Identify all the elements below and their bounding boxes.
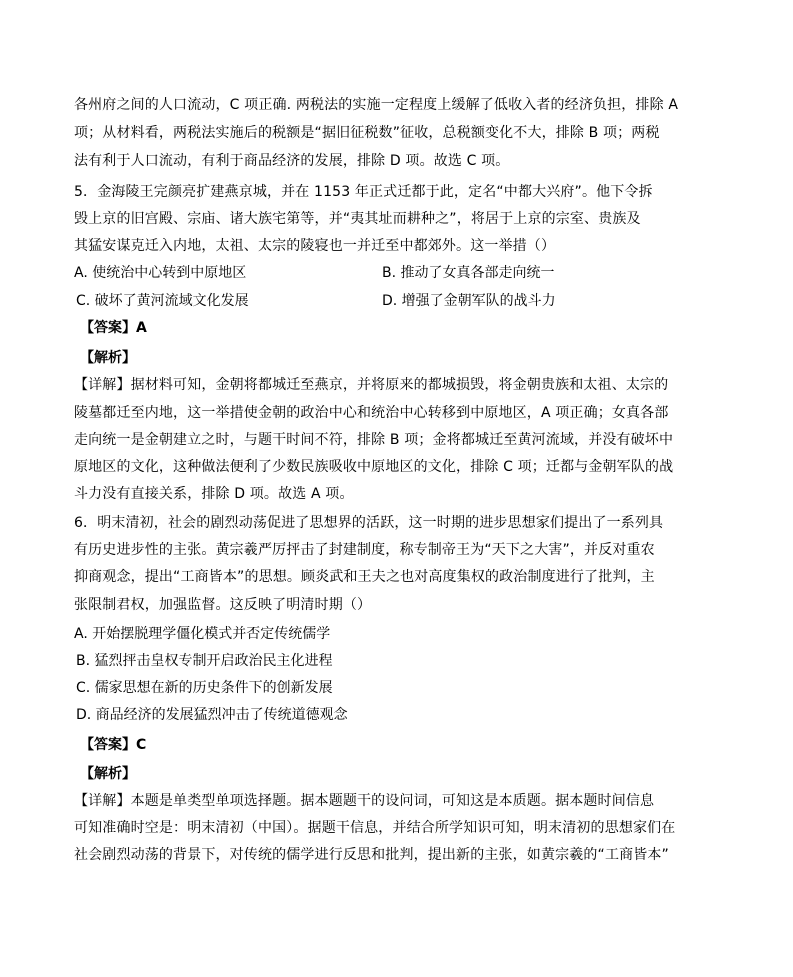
question-6-option-d: D. 商品经济的发展猛烈冲击了传统道德观念 [76, 707, 348, 723]
question-5-analysis-heading: 【解析】 [80, 350, 136, 366]
question-6-answer: 【答案】C [80, 737, 147, 753]
question-5-option-d: D. 增强了金朝军队的战斗力 [382, 293, 556, 309]
question-5-option-c: C. 破坏了黄河流域文化发展 [76, 293, 249, 309]
question-6-detail-line: 可知准确时空是：明末清初（中国）。据题干信息，并结合所学知识可知，明末清初的思想家们在 [74, 820, 676, 836]
question-5-option-a: A. 使统治中心转到中原地区 [74, 265, 247, 281]
question-6-option-c: C. 儒家思想在新的历史条件下的创新发展 [76, 680, 333, 696]
text-line: 各州府之间的人口流动，C 项正确. 两税法的实施一定程度上缓解了低收入者的经济负担，排除 A [74, 97, 679, 113]
question-5-option-b: B. 推动了女真各部走向统一 [382, 265, 555, 281]
question-6-stem-line: 6．明末清初，社会的剧烈动荡促进了思想界的活跃，这一时期的进步思想家们提出了一系列具 [74, 515, 664, 531]
question-5-stem-line: 毁上京的旧宫殿、宗庙、诸大族宅第等，并“夷其址而耕种之”，将居于上京的宗室、贵族及 [74, 211, 641, 227]
question-6-stem-line: 抑商观念，提出“工商皆本”的思想。顾炎武和王夫之也对高度集权的政治制度进行了批判，主 [74, 569, 655, 585]
question-5-detail-line: 走向统一是金朝建立之时，与题干时间不符，排除 B 项；金将都城迁至黄河流域，并没有破坏中 [74, 432, 674, 448]
question-5-detail-line: 原地区的文化，这种做法便利了少数民族吸收中原地区的文化，排除 C 项；迁都与金朝军队的战 [74, 459, 674, 475]
question-6-stem-line: 有历史进步性的主张。黄宗羲严厉抨击了封建制度，称专制帝王为“天下之大害”，并反对重农 [74, 542, 655, 558]
question-5-stem-line: 5．金海陵王完颜亮扩建燕京城，并在 1153 年正式迁都于此，定名“中都大兴府”。他下令拆 [74, 184, 653, 200]
question-5-stem-line: 其猛安谋克迁入内地，太祖、太宗的陵寝也一并迁至中都郊外。这一举措（） [74, 238, 556, 254]
question-6-stem-line: 张限制君权，加强监督。这反映了明清时期（） [74, 597, 372, 613]
question-6-option-a: A. 开始摆脱理学僵化模式并否定传统儒学 [74, 626, 331, 642]
question-5-answer: 【答案】A [80, 320, 147, 336]
question-6-detail-line: 社会剧烈动荡的背景下，对传统的儒学进行反思和批判，提出新的主张，如黄宗羲的“工商皆本” [74, 847, 669, 863]
question-6-analysis-heading: 【解析】 [80, 766, 136, 782]
question-6-option-b: B. 猛烈抨击皇权专制开启政治民主化进程 [76, 653, 333, 669]
question-5-detail-line: 【详解】据材料可知，金朝将都城迁至燕京，并将原来的都城损毁，将金朝贵族和太祖、太宗的 [74, 377, 669, 393]
question-6-detail-line: 【详解】本题是单类型单项选择题。据本题题干的设问词，可知这是本质题。据本题时间信息 [74, 793, 655, 809]
text-line: 法有利于人口流动，有利于商品经济的发展，排除 D 项。故选 C 项。 [74, 153, 510, 169]
text-line: 项；从材料看，两税法实施后的税额是“据旧征税数”征收，总税额变化不大，排除 B 项；两税 [74, 125, 660, 141]
question-5-detail-line: 斗力没有直接关系，排除 D 项。故选 A 项。 [74, 486, 354, 502]
question-5-detail-line: 陵墓都迁至内地，这一举措使金朝的政治中心和统治中心转移到中原地区，A 项正确；女真各部 [74, 405, 669, 421]
